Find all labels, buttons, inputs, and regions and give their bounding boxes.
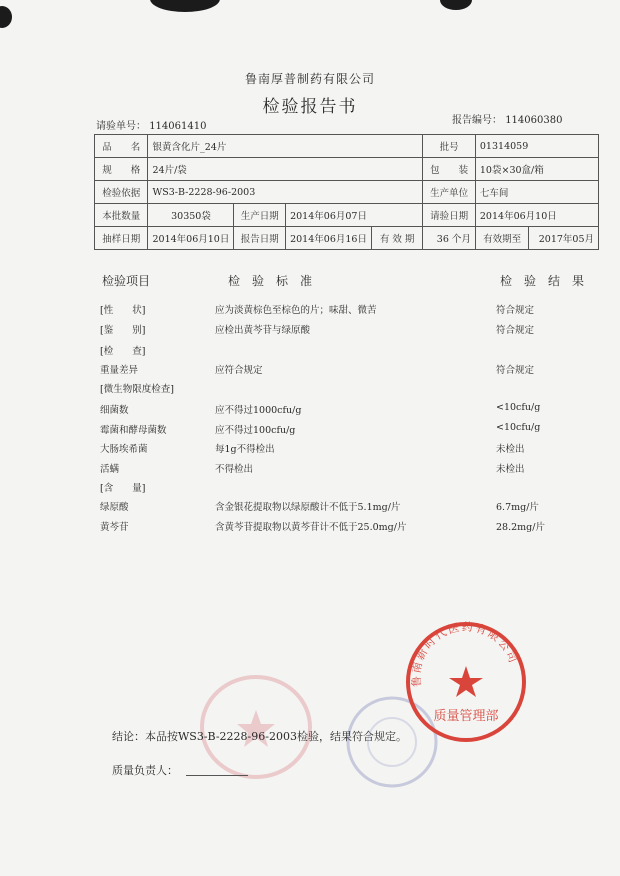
- row-standard: 含黄芩苷提取物以黄芩苷计不低于25.0mg/片: [215, 522, 407, 533]
- star-icon: [449, 666, 483, 697]
- conclusion-text: 结论：本品按WS3-B-2228-96-2003检验，结果符合规定。: [112, 730, 407, 743]
- row-result: 未检出: [496, 444, 525, 455]
- row-result: <10cfu/g: [496, 422, 541, 433]
- document-title: 检验报告书: [262, 97, 358, 117]
- production-date-value: 2014年06月07日: [286, 204, 423, 227]
- row-item: 重量差异: [100, 365, 139, 376]
- basis-label: 检验依据: [95, 181, 148, 204]
- company-name: 鲁南厚普制药有限公司: [244, 72, 375, 86]
- row-item: 细菌数: [100, 405, 129, 416]
- unit-value: 七车间: [475, 181, 598, 204]
- row-result: <10cfu/g: [496, 402, 541, 413]
- request-date-value: 2014年06月10日: [475, 204, 598, 227]
- spec-label: 规 格: [95, 158, 148, 181]
- report-date-label: 报告日期: [234, 227, 286, 250]
- seal-top-text: 鲁南新时代医药有限公司: [409, 620, 521, 688]
- validity-value: 36 个月: [423, 227, 476, 250]
- row-result: 符合规定: [496, 305, 535, 316]
- row-item: 黄芩苷: [100, 522, 129, 533]
- row-result: 28.2mg/片: [496, 522, 545, 533]
- basis-value: WS3-B-2228-96-2003: [148, 181, 423, 204]
- faint-red-seal: [196, 672, 316, 782]
- row-standard: 含金银花提取物以绿原酸计不低于5.1mg/片: [215, 502, 401, 513]
- unit-label: 生产单位: [423, 181, 476, 204]
- expiry-label: 有效期至: [475, 227, 528, 250]
- row-result: 符合规定: [496, 325, 535, 336]
- column-result: 检 验 结 果: [500, 274, 585, 288]
- row-item: 大肠埃希菌: [100, 444, 148, 455]
- report-date-value: 2014年06月16日: [286, 227, 372, 250]
- sampling-date-label: 抽样日期: [95, 227, 148, 250]
- spec-value: 24片/袋: [148, 158, 423, 181]
- request-number: [96, 117, 206, 132]
- column-item: 检验项目: [102, 274, 151, 288]
- row-item: 霉菌和酵母菌数: [100, 425, 167, 436]
- request-date-label: 请验日期: [423, 204, 476, 227]
- batch-label: 批号: [423, 135, 476, 158]
- row-standard: 应符合规定: [215, 365, 263, 376]
- request-number-label: 请验单号：: [96, 121, 146, 132]
- row-standard: 应不得过1000cfu/g: [215, 405, 302, 416]
- row-item: [性 状]: [100, 305, 146, 316]
- row-item: [鉴 别]: [100, 325, 146, 336]
- row-item: 绿原酸: [100, 502, 129, 513]
- row-standard: 每1g不得检出: [215, 444, 275, 455]
- package-label: 包 装: [423, 158, 476, 181]
- row-standard: 不得检出: [215, 464, 254, 475]
- expiry-value: 2017年05月: [529, 227, 599, 250]
- validity-label: 有 效 期: [371, 227, 422, 250]
- batch-value: 01314059: [475, 135, 598, 158]
- row-standard: 应检出黄芩苷与绿原酸: [215, 325, 311, 336]
- row-result: 符合规定: [496, 365, 535, 376]
- scan-mark: [0, 6, 12, 28]
- row-result: 6.7mg/片: [496, 502, 539, 513]
- report-number-label: 报告编号：: [452, 115, 502, 126]
- row-standard: 应为淡黄棕色至棕色的片；味甜、微苦: [215, 305, 377, 316]
- row-item: 活螨: [100, 464, 120, 475]
- quantity-label: 本批数量: [95, 204, 148, 227]
- seal-bottom-text: 质量管理部: [433, 709, 499, 724]
- product-value: 银黄含化片_24片: [148, 135, 423, 158]
- production-date-label: 生产日期: [234, 204, 286, 227]
- header-info-table: [94, 134, 599, 250]
- signature-label: 质量负责人：: [112, 764, 178, 777]
- report-number: [452, 111, 562, 126]
- quantity-value: 30350袋: [148, 204, 234, 227]
- row-item: [检 查]: [100, 346, 146, 357]
- scan-mark: [440, 0, 472, 10]
- row-item: [微生物限度检查]: [100, 384, 174, 395]
- scan-mark: [150, 0, 220, 12]
- row-result: 未检出: [496, 464, 525, 475]
- column-standard: 检 验 标 准: [228, 274, 313, 288]
- row-item: [含 量]: [100, 483, 146, 494]
- product-label: 品 名: [95, 135, 148, 158]
- request-number-value: 114061410: [149, 121, 207, 132]
- signature-line: [186, 775, 248, 776]
- sampling-date-value: 2014年06月10日: [148, 227, 234, 250]
- quality-dept-seal: [402, 618, 530, 746]
- package-value: 10袋×30盒/箱: [475, 158, 598, 181]
- report-number-value: 114060380: [505, 115, 563, 126]
- row-standard: 应不得过100cfu/g: [215, 425, 296, 436]
